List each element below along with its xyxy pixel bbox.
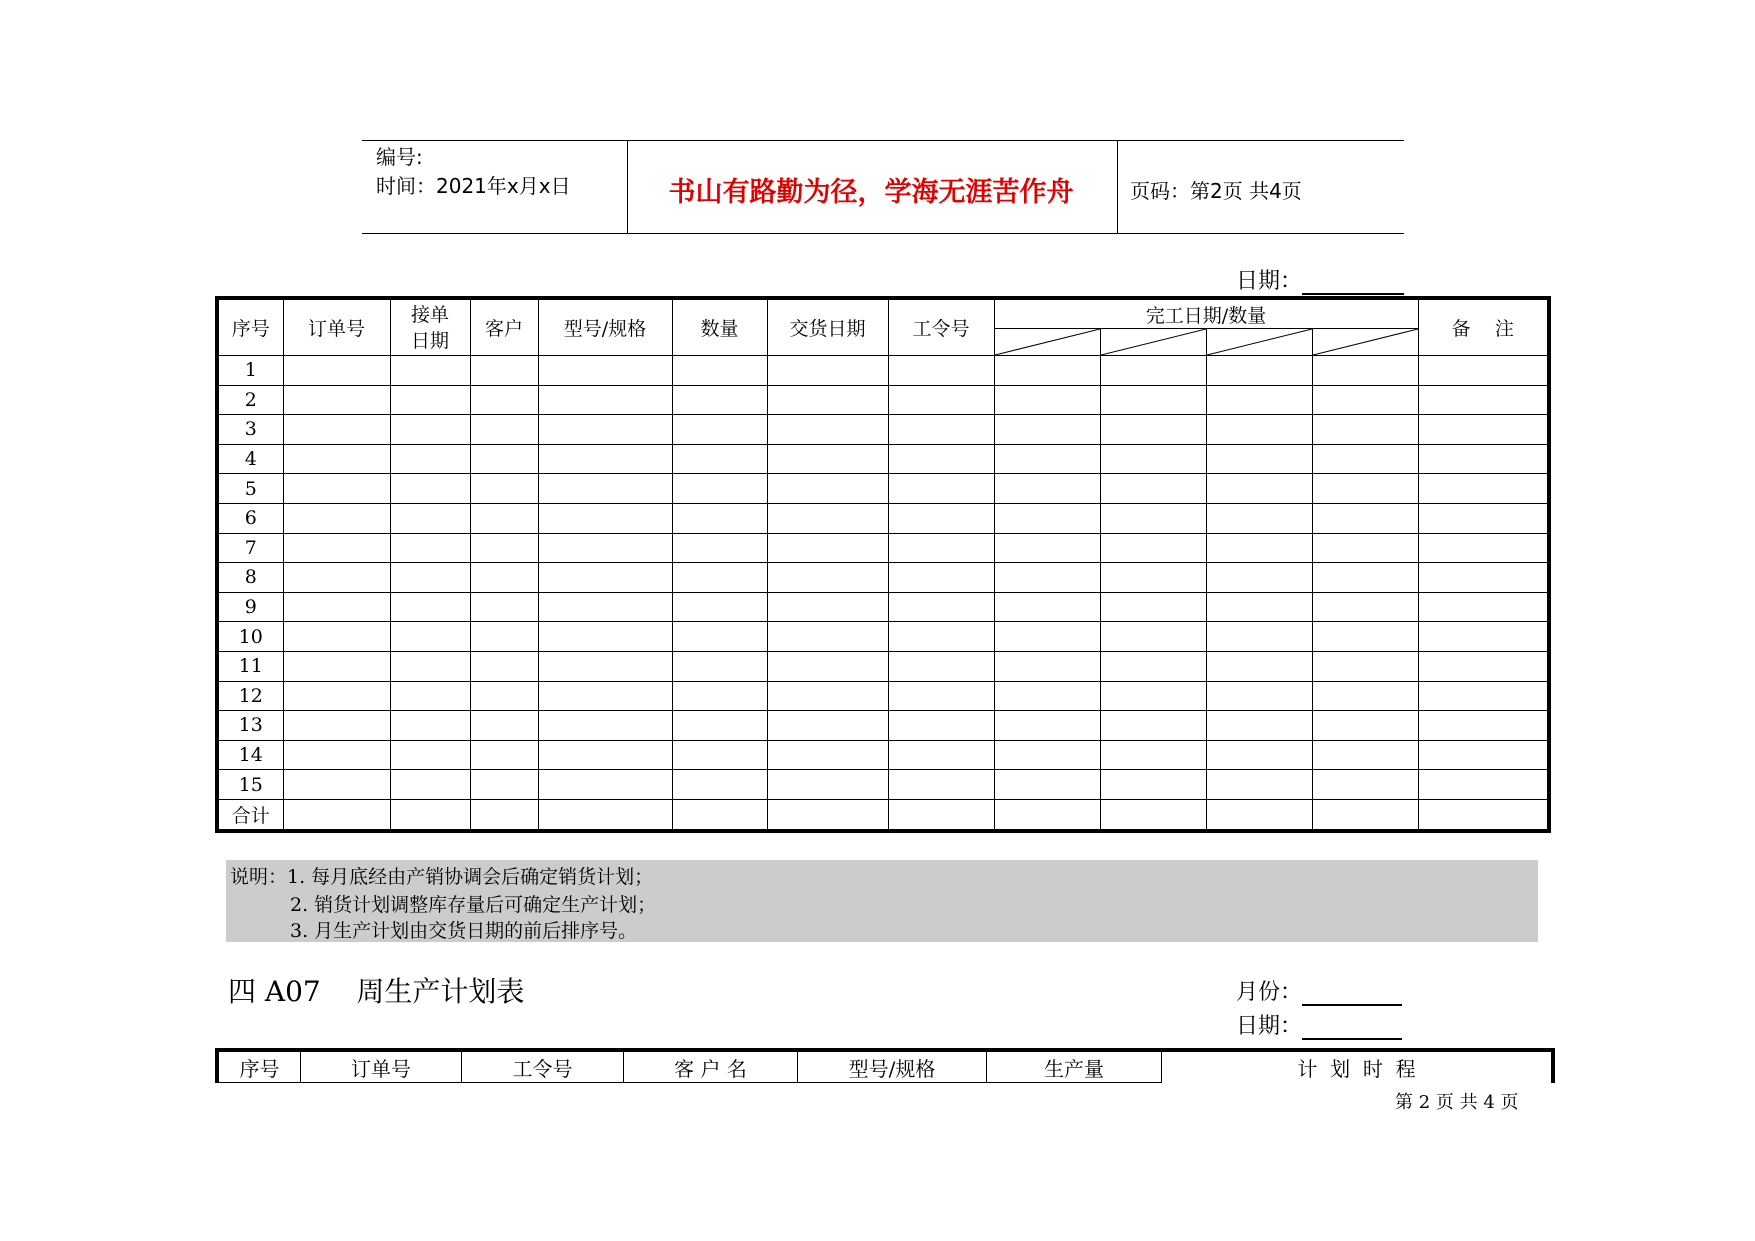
col-header: 交货日期 — [767, 298, 888, 356]
row-index: 13 — [217, 711, 283, 741]
table-cell[interactable] — [390, 533, 470, 563]
table-cell[interactable] — [888, 385, 994, 415]
table-cell[interactable] — [538, 711, 672, 741]
table-cell[interactable] — [672, 622, 767, 652]
table-cell[interactable] — [283, 385, 390, 415]
row-index: 4 — [217, 444, 283, 474]
table-cell[interactable] — [390, 622, 470, 652]
table-cell[interactable] — [1206, 563, 1312, 593]
table-cell[interactable] — [1100, 711, 1206, 741]
table-cell[interactable] — [283, 711, 390, 741]
table-cell[interactable] — [390, 474, 470, 504]
header-bottom-rule — [362, 233, 1404, 234]
note-line: 说明：1. 每月底经由产销协调会后确定销货计划； — [230, 866, 654, 888]
table-cell[interactable] — [888, 711, 994, 741]
row-index: 合计 — [217, 799, 283, 830]
table-header-row — [217, 298, 1549, 329]
table-row — [217, 592, 1549, 622]
table-cell[interactable] — [672, 681, 767, 711]
table-cell[interactable] — [1418, 503, 1549, 533]
table-cell[interactable] — [283, 622, 390, 652]
table-cell[interactable] — [1206, 681, 1312, 711]
date-field-2 — [1236, 1009, 1402, 1040]
table-cell[interactable] — [888, 533, 994, 563]
motto: 书山有路勤为径，学海无涯苦作舟 — [668, 177, 1074, 208]
row-index: 3 — [217, 415, 283, 445]
table-row — [217, 563, 1549, 593]
table-row — [217, 385, 1549, 415]
table-cell[interactable] — [283, 651, 390, 681]
table-cell[interactable] — [1312, 356, 1418, 386]
table-cell[interactable] — [283, 503, 390, 533]
table-cell[interactable] — [767, 740, 888, 770]
table-cell[interactable] — [767, 385, 888, 415]
table-cell[interactable] — [1312, 444, 1418, 474]
table-cell[interactable] — [1100, 444, 1206, 474]
table-cell[interactable] — [1418, 385, 1549, 415]
table-cell[interactable] — [1418, 444, 1549, 474]
table-cell[interactable] — [1418, 770, 1549, 800]
table-cell[interactable] — [888, 770, 994, 800]
note-line: 2. 销货计划调整库存量后可确定生产计划； — [290, 894, 657, 916]
table-cell[interactable] — [283, 474, 390, 504]
table-cell[interactable] — [538, 356, 672, 386]
number-label: 编号: — [376, 145, 423, 169]
month-field — [1236, 975, 1402, 1006]
table-cell[interactable] — [888, 740, 994, 770]
table-cell[interactable] — [390, 681, 470, 711]
table-row — [217, 770, 1549, 800]
table-row — [217, 444, 1549, 474]
table-cell[interactable] — [672, 799, 767, 830]
table-cell[interactable] — [538, 622, 672, 652]
table-cell[interactable] — [1206, 592, 1312, 622]
table-cell[interactable] — [1312, 622, 1418, 652]
table-cell[interactable] — [538, 651, 672, 681]
table-cell[interactable] — [390, 415, 470, 445]
table-cell[interactable] — [470, 651, 538, 681]
col-header: 备 注 — [1418, 298, 1549, 356]
table-cell[interactable] — [994, 533, 1100, 563]
table-cell[interactable] — [767, 533, 888, 563]
row-index: 1 — [217, 356, 283, 386]
table-cell[interactable] — [1418, 681, 1549, 711]
table-cell[interactable] — [888, 799, 994, 830]
table-cell[interactable] — [470, 415, 538, 445]
table-cell[interactable] — [672, 651, 767, 681]
table-row — [217, 622, 1549, 652]
table-cell[interactable] — [994, 770, 1100, 800]
row-index: 9 — [217, 592, 283, 622]
col-header: 工令号 — [462, 1050, 624, 1083]
table-cell[interactable] — [470, 711, 538, 741]
table-cell[interactable] — [390, 563, 470, 593]
row-index: 5 — [217, 474, 283, 504]
month-label: 月份： — [1236, 980, 1303, 1005]
table-cell[interactable] — [390, 740, 470, 770]
col-header: 计 划 时 程 — [1162, 1050, 1554, 1083]
col-header — [390, 298, 470, 356]
table-cell[interactable] — [994, 622, 1100, 652]
date-field — [1236, 264, 1404, 295]
row-index: 8 — [217, 563, 283, 593]
table-cell[interactable] — [994, 651, 1100, 681]
table-cell[interactable] — [672, 740, 767, 770]
col-header: 数量 — [672, 298, 767, 356]
table-cell[interactable] — [1100, 415, 1206, 445]
table-cell[interactable] — [1312, 681, 1418, 711]
table-cell[interactable] — [994, 711, 1100, 741]
table-cell[interactable] — [672, 356, 767, 386]
row-index: 6 — [217, 503, 283, 533]
col-header: 型号/规格 — [798, 1050, 987, 1083]
table-cell[interactable] — [1312, 415, 1418, 445]
col-header: 生产量 — [987, 1050, 1162, 1083]
table-row — [217, 474, 1549, 504]
table-cell[interactable] — [767, 356, 888, 386]
table-cell[interactable] — [994, 681, 1100, 711]
table-cell[interactable] — [767, 415, 888, 445]
table-cell[interactable] — [672, 503, 767, 533]
table-cell[interactable] — [672, 592, 767, 622]
table-cell[interactable] — [672, 533, 767, 563]
table-cell[interactable] — [1418, 533, 1549, 563]
table-cell[interactable] — [390, 770, 470, 800]
month-blank[interactable] — [1302, 980, 1402, 1006]
table-cell[interactable] — [470, 563, 538, 593]
table-cell[interactable] — [994, 592, 1100, 622]
table-cell[interactable] — [888, 444, 994, 474]
table-cell[interactable] — [1206, 770, 1312, 800]
table-cell[interactable] — [283, 533, 390, 563]
time-label: 时间：2021年x月x日 — [376, 174, 571, 198]
table-cell[interactable] — [767, 474, 888, 504]
table-cell[interactable] — [1312, 592, 1418, 622]
table-row — [217, 503, 1549, 533]
table-cell[interactable] — [672, 415, 767, 445]
table-cell[interactable] — [672, 770, 767, 800]
table-cell[interactable] — [1100, 592, 1206, 622]
table-cell[interactable] — [1418, 415, 1549, 445]
page-footer: 第 2 页 共 4 页 — [1395, 1092, 1519, 1113]
table-row — [217, 740, 1549, 770]
table-cell[interactable] — [538, 503, 672, 533]
table-cell[interactable] — [767, 444, 888, 474]
table-cell[interactable] — [767, 711, 888, 741]
table-cell[interactable] — [994, 503, 1100, 533]
table-cell[interactable] — [1206, 622, 1312, 652]
table-cell[interactable] — [1206, 711, 1312, 741]
table-cell[interactable] — [1100, 740, 1206, 770]
table-cell[interactable] — [1312, 740, 1418, 770]
table-row — [217, 799, 1549, 830]
table-cell[interactable] — [994, 444, 1100, 474]
table-row — [217, 533, 1549, 563]
table-cell[interactable] — [1418, 474, 1549, 504]
col-header-completion: 完工日期/数量 — [994, 298, 1418, 329]
diagonal-cell[interactable] — [994, 329, 1100, 356]
table-cell[interactable] — [1206, 356, 1312, 386]
table-cell[interactable] — [1100, 799, 1206, 830]
table-cell[interactable] — [1206, 415, 1312, 445]
table-cell[interactable] — [888, 415, 994, 445]
table-cell[interactable] — [390, 799, 470, 830]
table-cell[interactable] — [767, 681, 888, 711]
table-cell[interactable] — [994, 385, 1100, 415]
table-cell[interactable] — [1206, 799, 1312, 830]
table-cell[interactable] — [1312, 711, 1418, 741]
table-cell[interactable] — [538, 385, 672, 415]
table-row — [217, 681, 1549, 711]
table-cell[interactable] — [672, 563, 767, 593]
header-divider — [1117, 140, 1118, 234]
table-cell[interactable] — [1100, 563, 1206, 593]
row-index: 10 — [217, 622, 283, 652]
table-cell[interactable] — [994, 740, 1100, 770]
table-cell[interactable] — [538, 533, 672, 563]
table-cell[interactable] — [1206, 385, 1312, 415]
diagonal-cell[interactable] — [1312, 329, 1418, 356]
col-header-label: 接单日期 — [410, 303, 449, 352]
table-cell[interactable] — [390, 385, 470, 415]
table-cell[interactable] — [1418, 592, 1549, 622]
table-cell[interactable] — [1100, 533, 1206, 563]
col-header: 工令号 — [888, 298, 994, 356]
monthly-plan-table — [215, 296, 1551, 833]
table-cell[interactable] — [1206, 503, 1312, 533]
table-cell[interactable] — [1418, 651, 1549, 681]
table-cell[interactable] — [1312, 385, 1418, 415]
table-cell[interactable] — [283, 444, 390, 474]
table-cell[interactable] — [470, 799, 538, 830]
table-row — [217, 711, 1549, 741]
col-header: 客户 — [470, 298, 538, 356]
table-cell[interactable] — [1418, 711, 1549, 741]
date-blank[interactable] — [1302, 269, 1404, 295]
row-index: 2 — [217, 385, 283, 415]
table-cell[interactable] — [672, 444, 767, 474]
notes-box — [226, 860, 1538, 942]
row-index: 15 — [217, 770, 283, 800]
table-cell[interactable] — [767, 799, 888, 830]
table-cell[interactable] — [1312, 533, 1418, 563]
diagonal-cell[interactable] — [1100, 329, 1206, 356]
table-cell[interactable] — [470, 385, 538, 415]
table-cell[interactable] — [1206, 444, 1312, 474]
table-cell[interactable] — [888, 503, 994, 533]
table-cell[interactable] — [283, 415, 390, 445]
table-cell[interactable] — [994, 356, 1100, 386]
table-row — [217, 356, 1549, 386]
table-cell[interactable] — [283, 681, 390, 711]
col-header: 序号 — [217, 298, 283, 356]
row-index: 7 — [217, 533, 283, 563]
table-cell[interactable] — [538, 563, 672, 593]
table-cell[interactable] — [1100, 681, 1206, 711]
table-cell[interactable] — [1312, 563, 1418, 593]
table-cell[interactable] — [390, 444, 470, 474]
table-cell[interactable] — [1312, 651, 1418, 681]
table-cell[interactable] — [888, 681, 994, 711]
table-cell[interactable] — [470, 740, 538, 770]
table-cell[interactable] — [994, 563, 1100, 593]
table-cell[interactable] — [470, 356, 538, 386]
table-cell[interactable] — [470, 622, 538, 652]
table-cell[interactable] — [283, 563, 390, 593]
table-cell[interactable] — [283, 592, 390, 622]
table-cell[interactable] — [1100, 474, 1206, 504]
table-cell[interactable] — [1100, 356, 1206, 386]
table-row — [217, 651, 1549, 681]
table-cell[interactable] — [767, 770, 888, 800]
date-label: 日期： — [1236, 269, 1303, 294]
table-cell[interactable] — [767, 651, 888, 681]
table-cell[interactable] — [1418, 356, 1549, 386]
table-cell[interactable] — [1418, 740, 1549, 770]
table-cell[interactable] — [390, 356, 470, 386]
table-cell[interactable] — [1418, 799, 1549, 830]
table-cell[interactable] — [470, 592, 538, 622]
table-cell[interactable] — [888, 592, 994, 622]
table-row — [217, 415, 1549, 445]
table-cell[interactable] — [538, 444, 672, 474]
table-cell[interactable] — [1100, 622, 1206, 652]
table-cell[interactable] — [1418, 622, 1549, 652]
table-cell[interactable] — [888, 563, 994, 593]
table-cell[interactable] — [390, 503, 470, 533]
col-header: 序号 — [217, 1050, 301, 1083]
row-index: 12 — [217, 681, 283, 711]
col-header: 订单号 — [301, 1050, 462, 1083]
col-header: 客 户 名 — [624, 1050, 798, 1083]
table-cell[interactable] — [1100, 651, 1206, 681]
table-cell[interactable] — [1100, 770, 1206, 800]
table-cell[interactable] — [470, 444, 538, 474]
table-cell[interactable] — [538, 799, 672, 830]
table-cell[interactable] — [470, 770, 538, 800]
table-cell[interactable] — [283, 799, 390, 830]
table-cell[interactable] — [1100, 503, 1206, 533]
table-cell[interactable] — [672, 385, 767, 415]
table-cell[interactable] — [888, 622, 994, 652]
table-cell[interactable] — [672, 711, 767, 741]
table-cell[interactable] — [470, 503, 538, 533]
table-cell[interactable] — [1312, 503, 1418, 533]
table-cell[interactable] — [538, 474, 672, 504]
table-cell[interactable] — [538, 770, 672, 800]
col-header: 订单号 — [283, 298, 390, 356]
table-cell[interactable] — [470, 533, 538, 563]
note-line: 3. 月生产计划由交货日期的前后排序号。 — [290, 920, 638, 942]
section-title: 四 A07 周生产计划表 — [228, 975, 525, 1008]
table-header-row — [217, 1050, 1553, 1083]
table-cell[interactable] — [888, 356, 994, 386]
table-cell[interactable] — [283, 740, 390, 770]
date-blank[interactable] — [1302, 1014, 1402, 1040]
table-cell[interactable] — [994, 799, 1100, 830]
table-cell[interactable] — [1206, 533, 1312, 563]
table-cell[interactable] — [767, 503, 888, 533]
table-cell[interactable] — [994, 415, 1100, 445]
table-cell[interactable] — [390, 592, 470, 622]
table-cell[interactable] — [1206, 474, 1312, 504]
table-cell[interactable] — [538, 592, 672, 622]
table-cell[interactable] — [283, 770, 390, 800]
table-cell[interactable] — [470, 681, 538, 711]
table-cell[interactable] — [1206, 651, 1312, 681]
table-cell[interactable] — [1312, 770, 1418, 800]
table-cell[interactable] — [470, 474, 538, 504]
row-index: 11 — [217, 651, 283, 681]
table-cell[interactable] — [283, 356, 390, 386]
table-cell[interactable] — [888, 474, 994, 504]
table-cell[interactable] — [1312, 799, 1418, 830]
page-code: 页码：第2页 共4页 — [1130, 179, 1302, 203]
weekly-plan-table — [215, 1048, 1555, 1083]
table-cell[interactable] — [994, 474, 1100, 504]
table-cell[interactable] — [538, 740, 672, 770]
table-cell[interactable] — [390, 651, 470, 681]
col-header: 型号/规格 — [538, 298, 672, 356]
table-cell[interactable] — [767, 592, 888, 622]
table-cell[interactable] — [767, 622, 888, 652]
table-cell[interactable] — [1418, 563, 1549, 593]
table-cell[interactable] — [538, 681, 672, 711]
table-cell[interactable] — [672, 474, 767, 504]
table-cell[interactable] — [1100, 385, 1206, 415]
table-cell[interactable] — [1312, 474, 1418, 504]
header-info — [376, 143, 571, 201]
table-cell[interactable] — [767, 563, 888, 593]
table-cell[interactable] — [1206, 740, 1312, 770]
diagonal-cell[interactable] — [1206, 329, 1312, 356]
date-label: 日期： — [1236, 1014, 1303, 1039]
row-index: 14 — [217, 740, 283, 770]
header-top-rule — [362, 140, 1404, 141]
table-cell[interactable] — [888, 651, 994, 681]
table-cell[interactable] — [390, 711, 470, 741]
table-cell[interactable] — [538, 415, 672, 445]
